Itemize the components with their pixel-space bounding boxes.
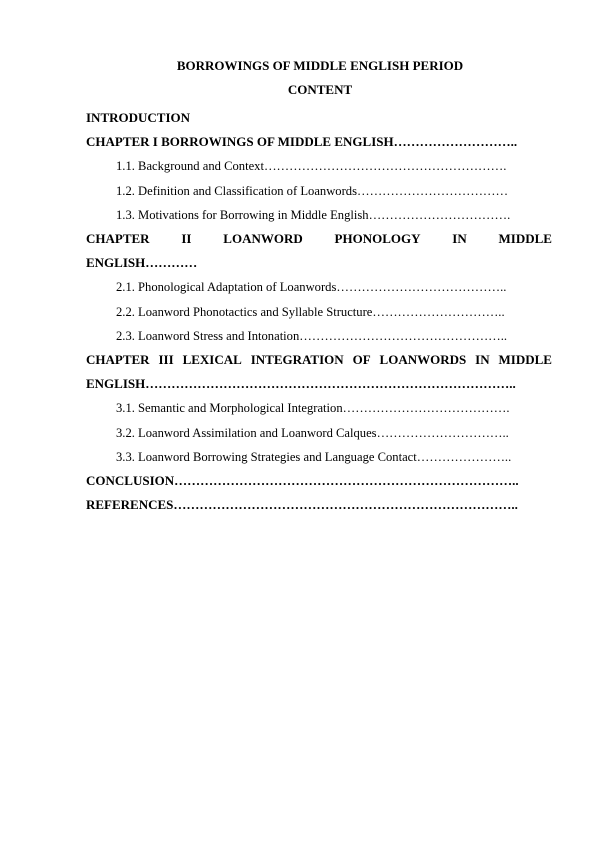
toc-section-3-2: 3.2. Loanword Assimilation and Loanword Calques………………………….. [116, 425, 509, 440]
toc-chapter-3-word: CHAPTER [86, 352, 150, 368]
toc-chapter-3-word: LOANWORDS [379, 352, 467, 368]
toc-section-1-2: 1.2. Definition and Classification of Loanwords……………………………… [116, 183, 509, 198]
toc-chapter-1: CHAPTER I BORROWINGS OF MIDDLE ENGLISH……………………….. [86, 134, 518, 150]
document-subtitle: CONTENT [287, 82, 353, 97]
toc-chapter-2-word: CHAPTER [86, 231, 150, 247]
toc-chapter-3-continuation: ENGLISH………………………………………………………………………….. [86, 376, 516, 392]
document-title: BORROWINGS OF MIDDLE ENGLISH PERIOD [176, 58, 464, 73]
toc-introduction: INTRODUCTION [86, 110, 191, 125]
toc-chapter-3-word: III [158, 352, 174, 368]
toc-section-2-1: 2.1. Phonological Adaptation of Loanwords………………………………….. [116, 280, 507, 295]
toc-section-3-3: 3.3. Loanword Borrowing Strategies and Language Contact………………….. [116, 449, 512, 464]
toc-section-2-2: 2.2. Loanword Phonotactics and Syllable Structure………………………….. [116, 304, 505, 319]
toc-chapter-2-word: MIDDLE [498, 231, 552, 247]
toc-chapter-3-word: OF [352, 352, 371, 368]
toc-chapter-2-continuation: ENGLISH………… [86, 255, 198, 271]
toc-conclusion: CONCLUSION…………………………………………………………………….. [86, 473, 519, 489]
table-of-contents [86, 106, 552, 517]
toc-section-2-3: 2.3. Loanword Stress and Intonation………………………………………….. [116, 328, 508, 343]
toc-references: REFERENCES…………………………………………………………………….. [86, 497, 518, 513]
toc-section-1-3: 1.3. Motivations for Borrowing in Middle English……………………………. [116, 207, 511, 222]
toc-chapter-2-word: PHONOLOGY [334, 231, 421, 247]
toc-chapter-2 [86, 227, 552, 251]
toc-chapter-3-word: INTEGRATION [250, 352, 344, 368]
toc-section-1-1: 1.1. Background and Context…………………………………………………. [116, 159, 507, 174]
toc-chapter-3-word: LEXICAL [182, 352, 242, 368]
toc-section-3-1: 3.1. Semantic and Morphological Integration…………………………………. [116, 401, 510, 416]
toc-chapter-3-word: MIDDLE [498, 352, 552, 368]
toc-chapter-2-word: IN [452, 231, 467, 247]
toc-chapter-2-word: LOANWORD [223, 231, 303, 247]
toc-chapter-2-word: II [181, 231, 192, 247]
toc-chapter-3-word: IN [475, 352, 490, 368]
toc-chapter-3 [86, 348, 552, 372]
